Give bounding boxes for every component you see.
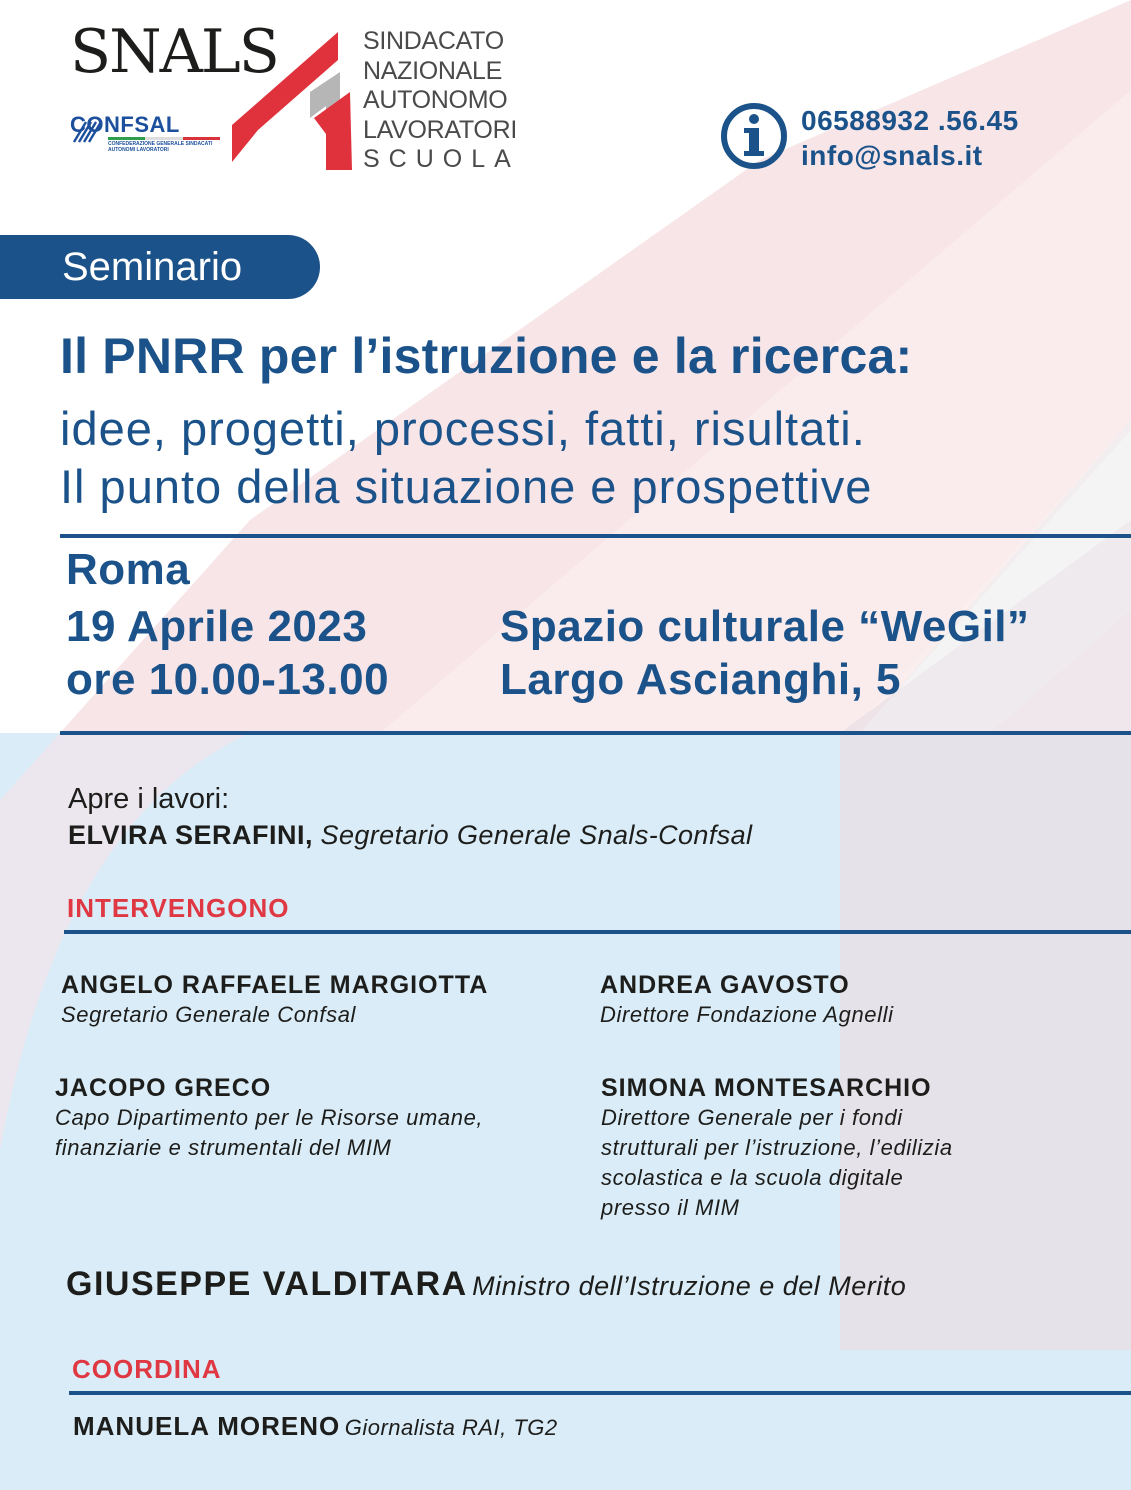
seminario-badge-label: Seminario bbox=[62, 245, 243, 289]
confsal-logo-text: CONFSAL bbox=[70, 112, 180, 137]
contact-email[interactable]: info@snals.it bbox=[801, 140, 983, 171]
divider-rule bbox=[64, 930, 1131, 934]
event-date: 19 Aprile 2023 bbox=[66, 602, 368, 651]
snals-wordmark: SNALS bbox=[70, 17, 278, 87]
opening-speaker bbox=[68, 818, 752, 852]
speaker-role: presso il MIM bbox=[601, 1195, 740, 1220]
subtitle-line: idee, progetti, processi, fatti, risultati. bbox=[60, 402, 866, 455]
coordinator-name: MANUELA MORENO bbox=[73, 1411, 341, 1441]
speaker-role: Capo Dipartimento per le Risorse umane, bbox=[55, 1105, 484, 1130]
org-line: AUTONOMO bbox=[363, 86, 508, 114]
closing-role: Ministro dell’Istruzione e del Merito bbox=[472, 1271, 907, 1301]
event-address: Largo Ascianghi, 5 bbox=[500, 655, 902, 704]
speaker-role: finanziarie e strumentali del MIM bbox=[55, 1135, 392, 1160]
closing-speaker bbox=[66, 1264, 906, 1311]
speaker-role: Direttore Generale per i fondi bbox=[601, 1105, 903, 1130]
coordination-heading: COORDINA bbox=[72, 1354, 222, 1384]
confsal-flag-bar bbox=[108, 137, 220, 140]
speaker-name: SIMONA MONTESARCHIO bbox=[601, 1074, 932, 1102]
speakers-heading: INTERVENGONO bbox=[67, 893, 290, 923]
event-city: Roma bbox=[66, 545, 191, 594]
subtitle-line: Il punto della situazione e prospettive bbox=[60, 460, 873, 513]
opening-label: Apre i lavori: bbox=[68, 783, 230, 815]
org-line: NAZIONALE bbox=[363, 56, 502, 85]
confsal-subtitle: CONFEDERAZIONE GENERALE SINDACATI AUTONOMI LAVORATORI bbox=[108, 141, 213, 153]
speaker-role: strutturali per l’istruzione, l’edilizia bbox=[601, 1135, 953, 1160]
speaker-card bbox=[600, 970, 894, 1030]
organization-name bbox=[363, 27, 520, 175]
event-venue: Spazio culturale “WeGil” bbox=[500, 602, 1030, 651]
coordinator bbox=[73, 1410, 558, 1447]
divider-rule bbox=[60, 731, 1131, 735]
snals-emblem-icon bbox=[228, 30, 356, 170]
speaker-role: Direttore Fondazione Agnelli bbox=[600, 1002, 894, 1027]
org-line: SCUOLA bbox=[363, 145, 520, 173]
opening-name: ELVIRA SERAFINI, bbox=[68, 820, 314, 850]
org-line: SINDACATO bbox=[363, 27, 504, 55]
seminar-title: Il PNRR per l’istruzione e la ricerca: bbox=[60, 328, 913, 384]
org-line: LAVORATORI bbox=[363, 115, 517, 144]
divider-rule bbox=[69, 1391, 1131, 1395]
opening-role: Segretario Generale Snals-Confsal bbox=[320, 820, 753, 850]
speaker-name: ANDREA GAVOSTO bbox=[600, 971, 850, 999]
speaker-card bbox=[601, 1073, 953, 1223]
info-icon bbox=[719, 101, 789, 171]
speaker-role: scolastica e la scuola digitale bbox=[601, 1165, 904, 1190]
speaker-name: ANGELO RAFFAELE MARGIOTTA bbox=[61, 971, 489, 999]
divider-rule bbox=[60, 534, 1131, 538]
speaker-card bbox=[61, 970, 488, 1030]
closing-name: GIUSEPPE VALDITARA bbox=[66, 1265, 468, 1303]
contact-block bbox=[801, 103, 1019, 173]
speaker-role: Segretario Generale Confsal bbox=[61, 1002, 357, 1027]
coordinator-role: Giornalista RAI, TG2 bbox=[344, 1415, 558, 1440]
event-time: ore 10.00-13.00 bbox=[66, 655, 390, 704]
seminar-subtitle bbox=[60, 400, 872, 516]
speaker-card bbox=[55, 1073, 483, 1163]
contact-phone[interactable]: 06588932 .56.45 bbox=[801, 105, 1019, 136]
speaker-name: JACOPO GRECO bbox=[55, 1074, 272, 1102]
